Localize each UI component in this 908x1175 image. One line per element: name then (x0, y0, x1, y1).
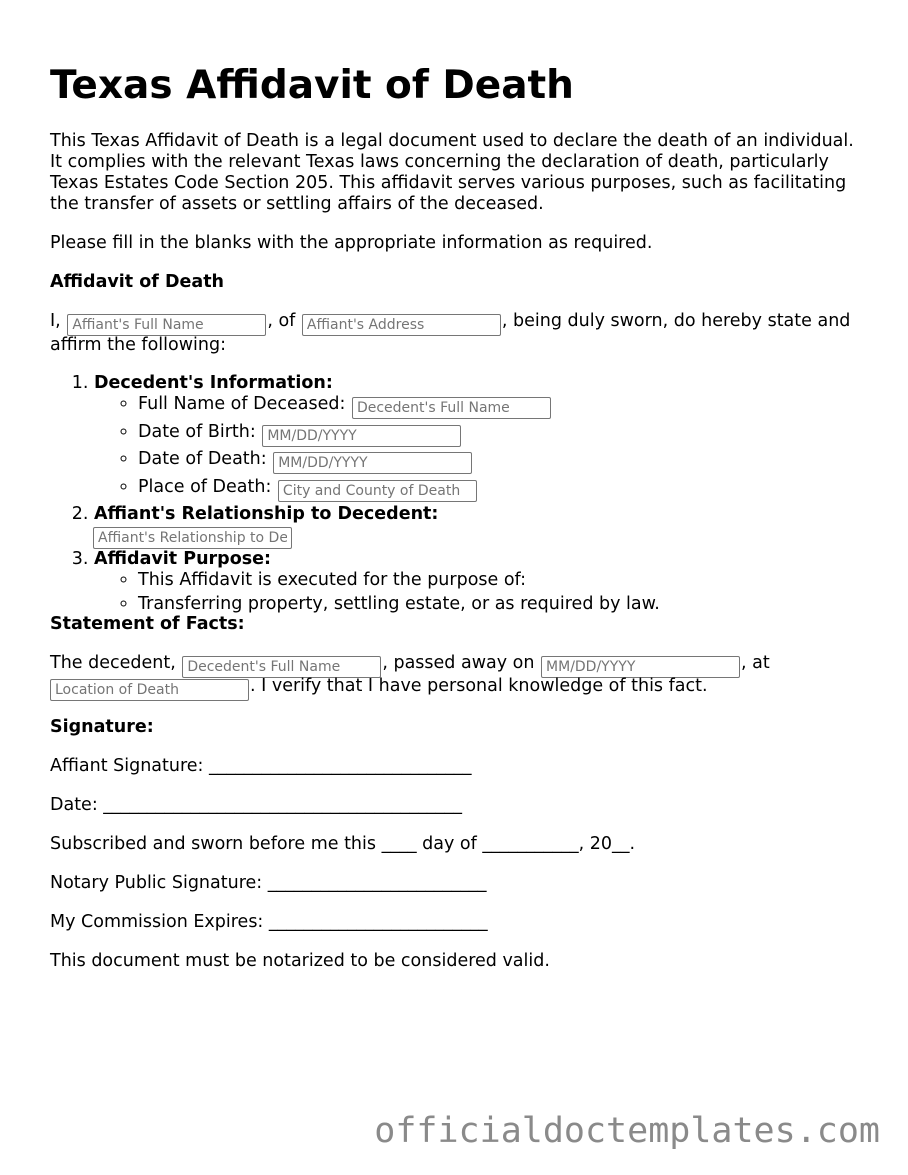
list-item-decedent-info (94, 373, 660, 502)
date-of-death-input[interactable] (273, 452, 472, 474)
affiant-of-text: , of (267, 311, 296, 331)
facts-heading: Statement of Facts: (50, 614, 245, 634)
notarize-note: This document must be notarized to be considered valid. (50, 951, 550, 971)
relationship-input[interactable] (93, 527, 292, 549)
full-name-label: Full Name of Deceased: (138, 394, 346, 414)
page-title: Texas Affidavit of Death (50, 63, 574, 108)
place-of-death-label: Place of Death: (138, 476, 272, 497)
affiant-prefix: I, (50, 311, 61, 331)
purpose-sublist (94, 570, 660, 615)
signature-heading: Signature: (50, 717, 154, 737)
intro-paragraph: This Texas Affidavit of Death is a legal document used to declare the death of an individual. It complies with the relevant Texas laws concerning the declaration of death, particularly Texas Estates Code Section 205. This affidavit serves various purposes, such as facilitating the transfer of assets or settling affairs of the deceased. (50, 131, 854, 214)
date-line: Date: _________________________________________ (50, 795, 463, 815)
list-item-date-of-death (138, 449, 660, 474)
place-of-death-input[interactable] (278, 480, 477, 502)
affiant-statement (50, 311, 850, 336)
facts-decedent-name-input[interactable] (182, 656, 381, 678)
date-of-birth-input[interactable] (262, 425, 461, 447)
affidavit-heading: Affidavit of Death (50, 272, 225, 292)
list-item-purpose-line1: ◦ This Affidavit is executed for the purpose of: (138, 570, 660, 591)
facts-suffix: . I verify that I have personal knowledge of this fact. (250, 676, 708, 696)
list-item-place-of-death (138, 477, 660, 502)
list-item-full-name (138, 394, 660, 419)
affiant-name-input[interactable] (67, 314, 266, 336)
affidavit-items-list (50, 373, 660, 617)
facts-at: , at (741, 653, 770, 673)
facts-prefix: The decedent, (50, 653, 176, 673)
affiant-signature-line: Affiant Signature: ______________________________ (50, 756, 472, 776)
instructions-text: Please fill in the blanks with the appropriate information as required. (50, 233, 653, 253)
date-of-birth-label: Date of Birth: (138, 421, 256, 442)
facts-location-input[interactable] (50, 679, 249, 701)
decedent-full-name-input[interactable] (352, 397, 551, 419)
purpose-label: Affidavit Purpose: (94, 549, 272, 569)
facts-mid: , passed away on (382, 653, 535, 673)
notary-signature-line: Notary Public Signature: _________________________ (50, 873, 487, 893)
decedent-info-sublist (94, 394, 660, 502)
relationship-label: Affiant's Relationship to Decedent: (94, 504, 439, 524)
commission-expires-line: My Commission Expires: _________________________ (50, 912, 488, 932)
date-of-death-label: Date of Death: (138, 449, 267, 469)
affiant-address-input[interactable] (302, 314, 501, 336)
list-item-purpose-line2: ◦ Transferring property, settling estate, or as required by law. (138, 594, 660, 615)
watermark: officialdoctemplates.com (374, 1111, 880, 1151)
sworn-line: Subscribed and sworn before me this ____ day of ___________, 20__. (50, 834, 636, 854)
affiant-suffix: , being duly sworn, do hereby state and (501, 311, 851, 331)
facts-date-input[interactable] (541, 656, 740, 678)
list-item-date-of-birth (138, 422, 660, 447)
facts-statement-line2 (50, 676, 708, 701)
decedent-info-label: Decedent's Information: (94, 373, 333, 393)
list-item-purpose (94, 549, 660, 615)
facts-statement (50, 653, 770, 678)
affiant-statement-line2: affirm the following: (50, 335, 226, 355)
list-item-relationship (94, 504, 660, 549)
